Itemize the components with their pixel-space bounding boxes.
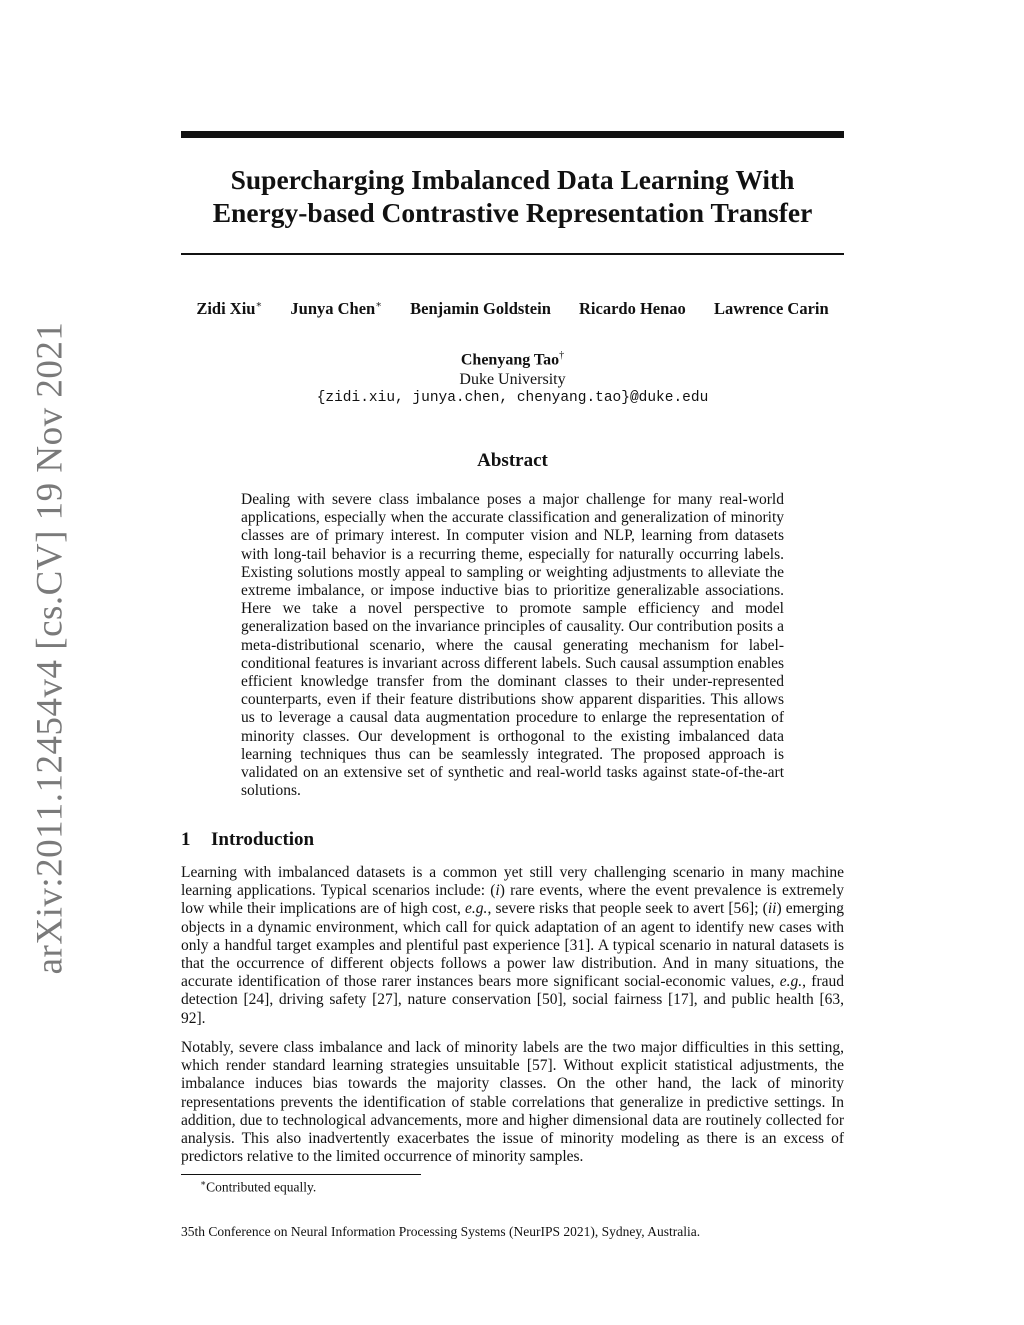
author-zidi-xiu — [196, 299, 262, 319]
paper-title — [181, 163, 844, 229]
text-run: , severe risks that people seek to avert [56]; ( — [487, 900, 768, 918]
author-name: Lawrence Carin — [713, 299, 829, 318]
italic-run: ii — [767, 900, 777, 918]
section-title: Introduction — [211, 829, 315, 850]
italic-run: e.g. — [779, 973, 803, 991]
author-name: Ricardo Henao — [579, 299, 686, 318]
author-lawrence-carin — [714, 299, 829, 319]
author-junya-chen — [290, 299, 382, 319]
paper-title-line-2: Energy-based Contrastive Representation Transfer — [212, 197, 813, 228]
author-name: Chenyang Tao — [460, 351, 560, 369]
introduction-paragraph-1 — [181, 864, 844, 1028]
footnote-mark: ∗ — [200, 1178, 207, 1188]
author-chenyang-tao — [181, 346, 844, 370]
author-name: Benjamin Goldstein — [410, 299, 551, 318]
title-bottom-rule — [181, 253, 844, 255]
text-run: Learning with imbalanced datasets is a common yet still very challenging scenario in many machine learning applications. Typical scenarios include: ( — [181, 864, 844, 900]
text-run: ) rare events, where the event prevalence is extremely low while their implications are of high cost, — [181, 882, 844, 918]
author-list — [181, 299, 844, 319]
paper-title-line-1: Supercharging Imbalanced Data Learning With — [230, 164, 795, 195]
author-name: Zidi Xiu — [196, 299, 256, 318]
footnote-rule — [181, 1174, 421, 1175]
abstract-text: Dealing with severe class imbalance poses a major challenge for many real-world applications, especially when the accurate classification and generalization of minority classes are of primary interest. In computer vision and NLP, learning from datasets with long-tail behavior is a recurring theme, especially for naturally occurring labels. Existing solutions mostly appeal to sampling or weighting adjustments to alleviate the extreme imbalance, or impose inductive bias to prioritize generalizable associations. Here we take a novel perspective to promote sample efficiency and model generalization based on the invariance principles of causality. Our contribution posits a meta-distributional scenario, where the causal generating mechanism for label-conditional features is invariant across different labels. Such causal assumption enables efficient knowledge transfer from the dominant classes to their under-represented counterparts, even if their feature distributions show apparent disparities. This allows us to leverage a causal data augmentation procedure to enlarge the representation of minority classes. Our development is orthogonal to the existing imbalanced data learning techniques thus can be seamlessly integrated. The proposed approach is validated on an extensive set of synthetic and real-world tasks against state-of-the-art solutions. — [241, 491, 784, 800]
author-emails: {zidi.xiu, junya.chen, chenyang.tao}@duke.edu — [316, 390, 709, 407]
footnote — [200, 1178, 316, 1196]
author-ricardo-henao — [579, 299, 686, 319]
author-mark: ∗ — [255, 299, 263, 311]
abstract-heading: Abstract — [477, 450, 548, 471]
author-mark: ∗ — [375, 299, 383, 311]
arxiv-identifier-stamp: arXiv:2011.12454v4 [cs.CV] 19 Nov 2021 — [29, 321, 71, 975]
text-run: , fraud detection [24], driving safety [27], nature conservation [50], social fairness [17], and public health [63, 92]. — [181, 973, 845, 1027]
conference-note: 35th Conference on Neural Information Processing Systems (NeurIPS 2021), Sydney, Australia. — [181, 1224, 701, 1239]
author-mark: † — [559, 350, 565, 361]
author-name: Junya Chen — [290, 299, 376, 318]
text-run: ) emerging objects in a dynamic environment, which call for quick adaptation of an agent to identify new cases with only a handful target examples and plentiful past experience [31]. A typical scenario in natural datasets is that the occurrence of different objects follows a power law distribution. And in many situations, the accurate identification of those rarer instances bears more significant social-economic values, — [181, 900, 845, 991]
introduction-paragraph-2: Notably, severe class imbalance and lack of minority labels are the two major difficulties in this setting, which render standard learning strategies unsuitable [57]. Without explicit statistical adjustments, the imbalance induces bias towards the majority classes. On the other hand, the lack of minority representations prevents the identification of stable correlations that generalize in predictive settings. In addition, due to technological advancements, more and higher dimensional data are routinely collected for analysis. This also inadvertently exacerbates the issue of minority modeling as there is an excess of predictors relative to the limited occurrence of minority samples. — [181, 1039, 844, 1166]
institution: Duke University — [459, 370, 566, 388]
author-benjamin-goldstein — [410, 299, 551, 319]
footnote-text: Contributed equally. — [206, 1179, 317, 1195]
section-heading-introduction — [181, 829, 844, 851]
section-number: 1 — [181, 829, 191, 850]
italic-run: i — [495, 882, 500, 900]
title-top-rule — [181, 131, 844, 138]
affiliation-block — [181, 346, 844, 409]
italic-run: e.g. — [465, 900, 488, 918]
